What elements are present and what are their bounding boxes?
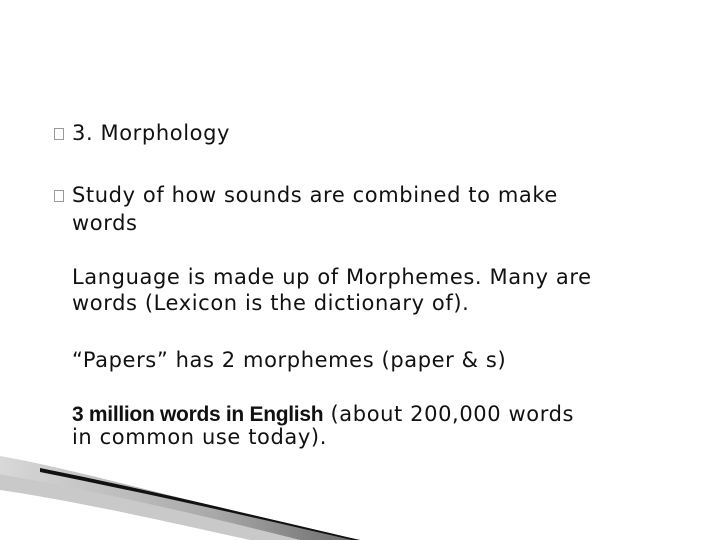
heading-text: 3. Morphology: [72, 121, 231, 145]
bullet-marker-icon: [54, 190, 64, 202]
paragraph-million-line2: in common use today).: [72, 425, 327, 449]
bullet-marker-icon: [54, 128, 64, 140]
paragraph-language-line2: words (Lexicon is the dictionary of).: [72, 291, 470, 315]
bullet-text-line2: words: [72, 211, 138, 235]
paragraph-language-line1: Language is made up of Morphemes. Many are: [72, 265, 592, 289]
bold-phrase: 3 million words in English: [72, 403, 324, 426]
paragraph-papers: “Papers” has 2 morphemes (paper & s): [72, 348, 507, 372]
bullet-text-line1: Study of how sounds are combined to make: [72, 183, 558, 207]
paragraph-million-rest: (about 200,000 words: [323, 402, 575, 426]
paragraph-million-line1: [72, 403, 574, 426]
